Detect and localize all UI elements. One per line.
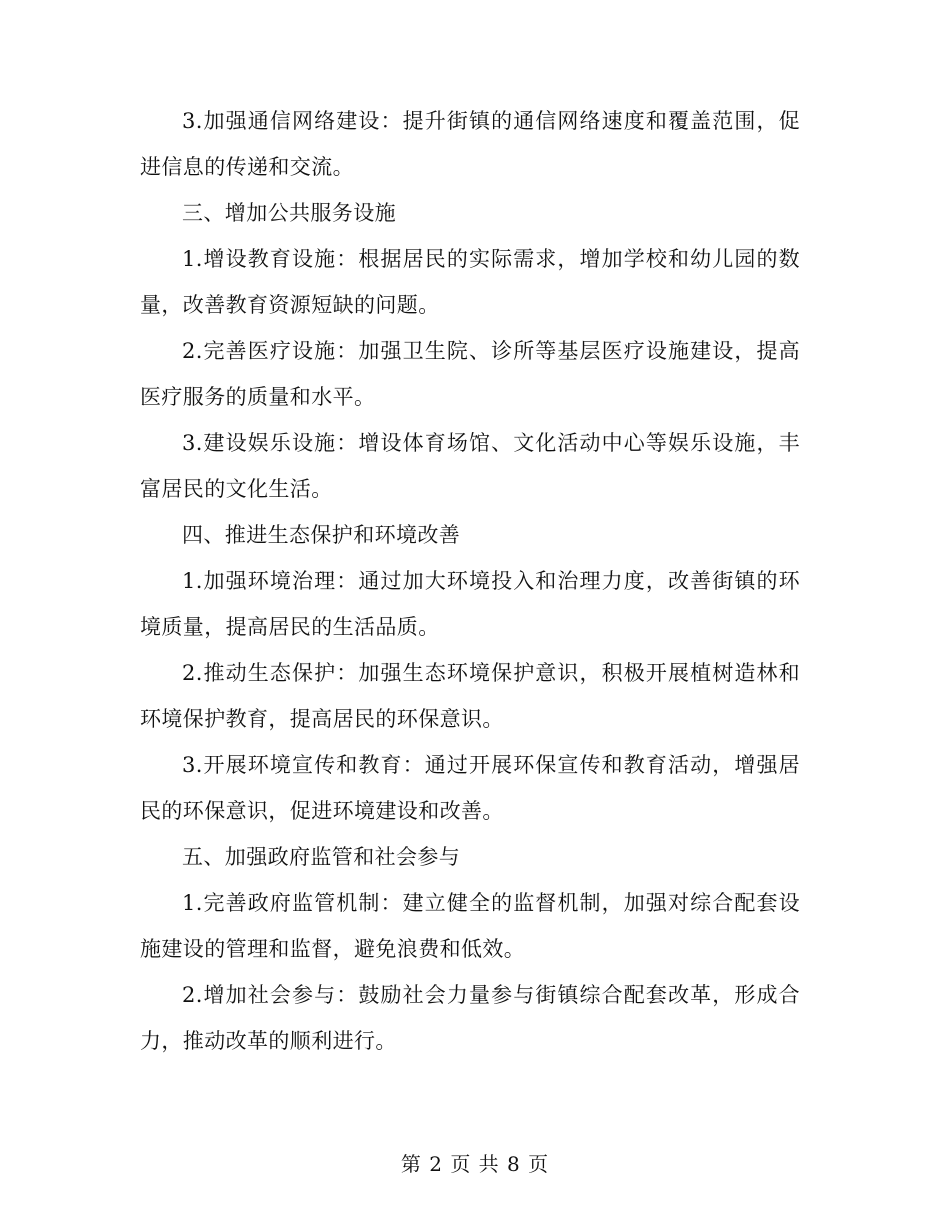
- document-body: [140, 98, 800, 1064]
- paragraph-item: 3.开展环境宣传和教育：通过开展环保宣传和教育活动，增强居民的环保意识，促进环境建设和改善。: [140, 753, 800, 823]
- paragraph-item: 3.加强通信网络建设：提升街镇的通信网络速度和覆盖范围，促进信息的传递和交流。: [140, 109, 800, 179]
- paragraph-item: 1.增设教育设施：根据居民的实际需求，增加学校和幼儿园的数量，改善教育资源短缺的问题。: [140, 247, 800, 317]
- paragraph-item: 2.增加社会参与：鼓励社会力量参与街镇综合配套改革，形成合力，推动改革的顺利进行。: [140, 983, 800, 1053]
- section-heading: 三、增加公共服务设施: [182, 201, 396, 225]
- paragraph-item: 3.建设娱乐设施：增设体育场馆、文化活动中心等娱乐设施，丰富居民的文化生活。: [140, 431, 800, 501]
- paragraph-item: 2.推动生态保护：加强生态环境保护意识，积极开展植树造林和环境保护教育，提高居民的环保意识。: [140, 661, 800, 731]
- page-footer: [0, 1148, 950, 1177]
- section-heading: 四、推进生态保护和环境改善: [182, 523, 461, 547]
- paragraph-item: 1.完善政府监管机制：建立健全的监督机制，加强对综合配套设施建设的管理和监督，避免浪费和低效。: [140, 891, 800, 961]
- paragraph-item: 2.完善医疗设施：加强卫生院、诊所等基层医疗设施建设，提高医疗服务的质量和水平。: [140, 339, 800, 409]
- page-number-label: 第 2 页 共 8 页: [400, 1152, 550, 1176]
- paragraph-item: 1.加强环境治理：通过加大环境投入和治理力度，改善街镇的环境质量，提高居民的生活品质。: [140, 569, 800, 639]
- section-heading: 五、加强政府监管和社会参与: [182, 845, 461, 869]
